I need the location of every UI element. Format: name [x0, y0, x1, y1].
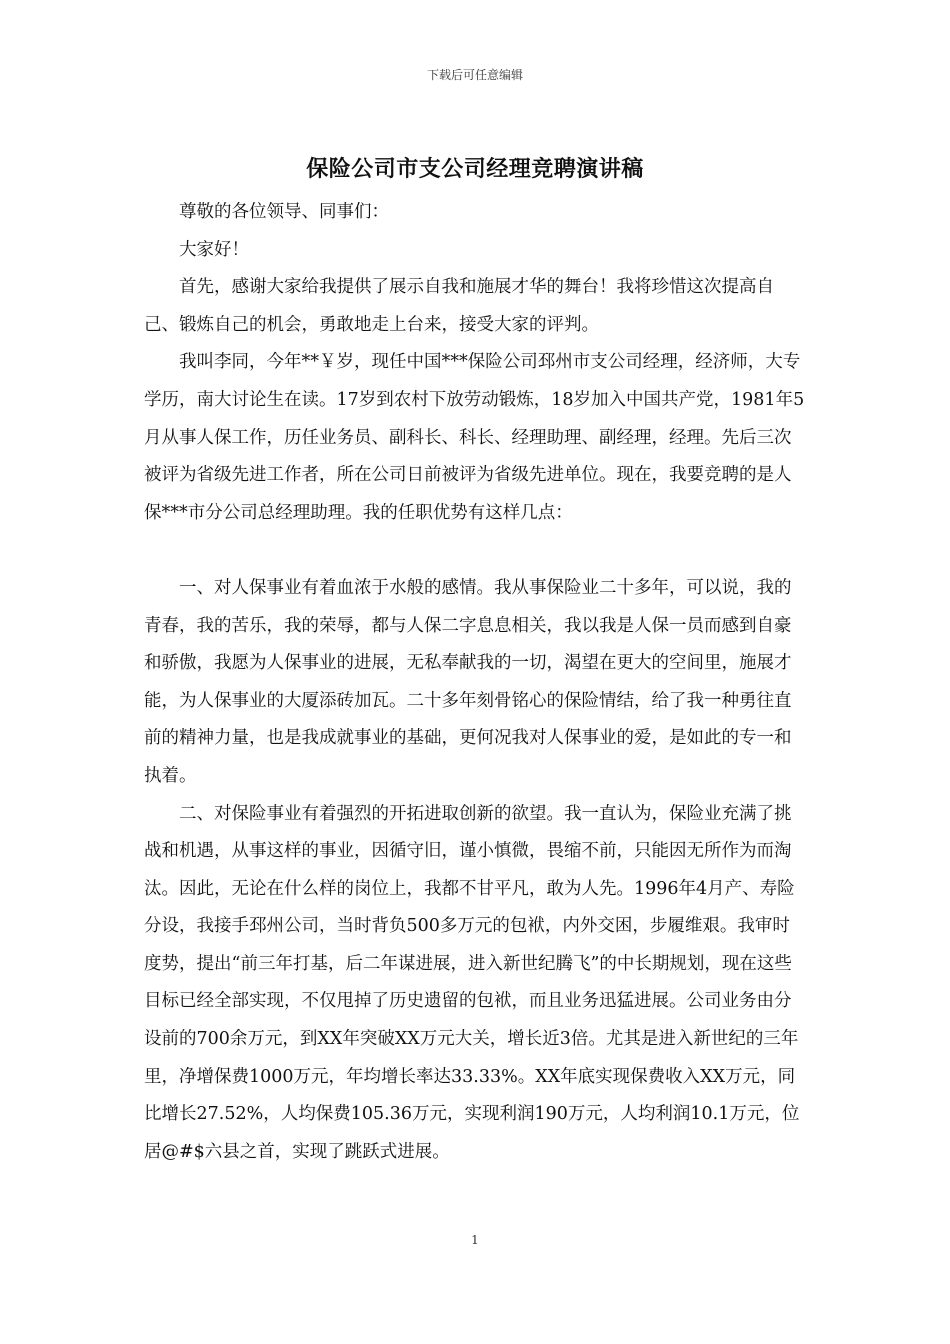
hello-line: 大家好！	[179, 239, 249, 260]
paragraph-point-two: 二、对保险事业有着强烈的开拓进取创新的欲望。我一直认为，保险业充满了挑战和机遇，从事这样的事业，因循守旧，谨小慎微，畏缩不前，只能因无所作为而淘汰。因此，无论在什么样的岗位上，我都不甘平凡，敢为人先。1996年4月产、寿险分设，我接手邳州公司，当时背负500多万元的包袱，内外交困，步履维艰。我审时度势，提出“前三年打基，后二年谋进展，进入新世纪腾飞”的中长期规划，现在这些目标已经全部实现，不仅甩掉了历史遗留的包袱，而且业务迅猛进展。公司业务由分设前的700余万元，到XX年突破XX万元大关，增长近3倍。尤其是进入新世纪的三年里，净增保费1000万元，年均增长率达33.33%。XX年底实现保费收入XX万元，同比增长27.52%，人均保费105.36万元，实现利润190万元，人均利润10.1万元，位居@#$六县之首，实现了跳跃式进展。	[144, 803, 800, 1162]
paragraph-intro: 首先，感谢大家给我提供了展示自我和施展才华的舞台！我将珍惜这次提高自己、锻炼自己的机会，勇敢地走上台来，接受大家的评判。	[144, 277, 774, 335]
document-title: 保险公司市支公司经理竞聘演讲稿	[306, 157, 644, 182]
header-note: 下载后可任意编辑	[426, 68, 523, 82]
paragraph-gap	[144, 532, 806, 570]
paragraph-self-introduction: 我叫李同，今年**￥岁，现任中国***保险公司邳州市支公司经理，经济师，大专学历，南大讨论生在读。17岁到农村下放劳动锻炼，18岁加入中国共产党，1981年5月从事人保工作，历任业务员、副科长、科长、经理助理、副经理，经理。先后三次被评为省级先进工作者，所在公司日前被评为省级先进单位。现在，我要竞聘的是人保***市分公司总经理助理。我的任职优势有这样几点：	[144, 352, 805, 523]
greeting-line: 尊敬的各位领导、同事们：	[179, 202, 389, 222]
page-number: 1	[471, 1233, 479, 1247]
document-body	[144, 194, 806, 1171]
paragraph-point-one: 一、对人保事业有着血浓于水般的感情。我从事保险业二十多年，可以说，我的青春，我的苦乐，我的荣辱，都与人保二字息息相关，我以我是人保一员而感到自豪和骄傲，我愿为人保事业的进展，无私奉献我的一切，渴望在更大的空间里，施展才能，为人保事业的大厦添砖加瓦。二十多年刻骨铭心的保险情结，给了我一种勇往直前的精神力量，也是我成就事业的基础，更何况我对人保事业的爱，是如此的专一和执着。	[144, 577, 792, 786]
